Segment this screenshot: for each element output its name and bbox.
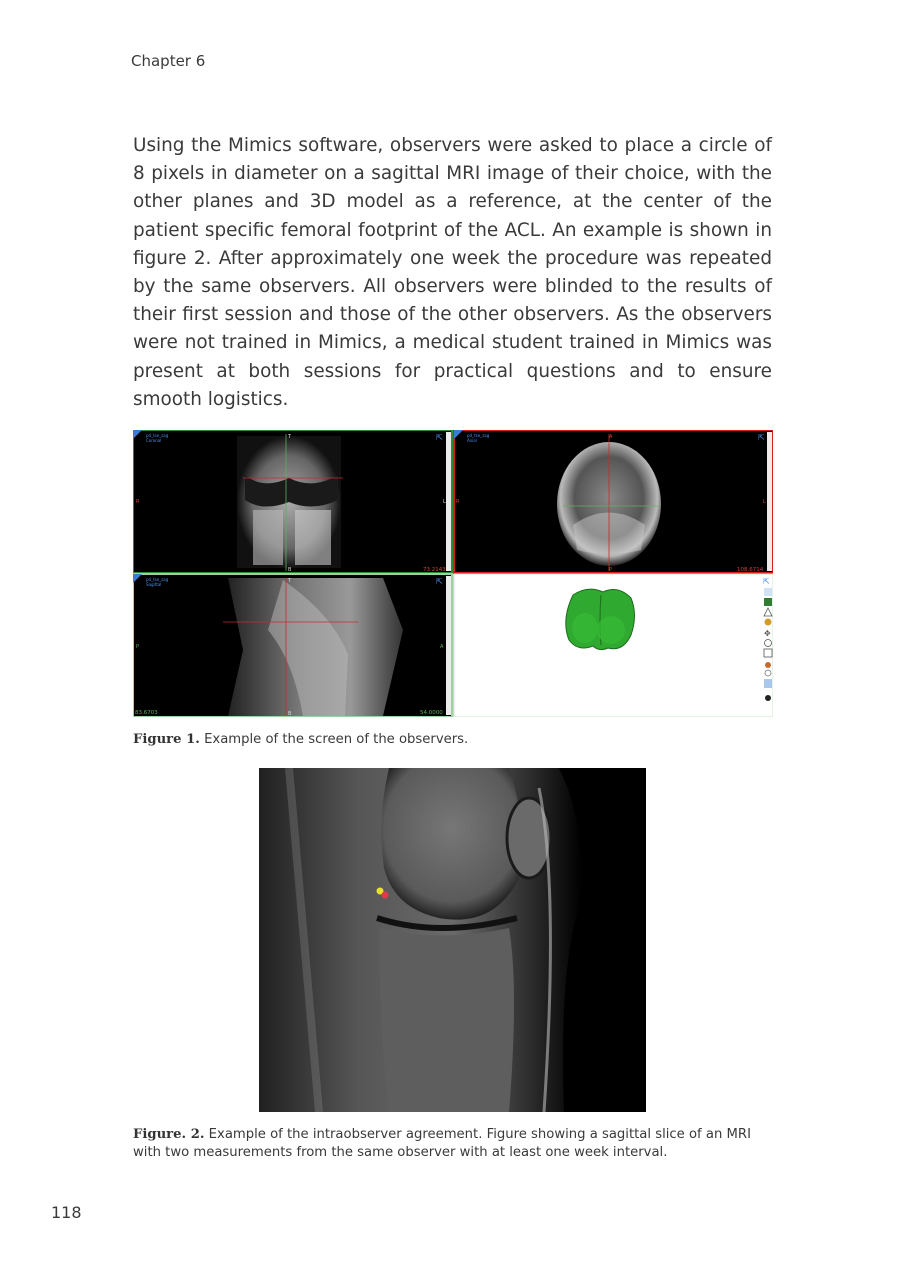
figure-1-caption-text: Example of the screen of the observers. (199, 732, 469, 747)
coronal-slice-value: 73.2143 (423, 567, 446, 573)
figure-1-caption (133, 731, 773, 749)
coronal-view-panel[interactable] (133, 430, 452, 573)
coronal-view-label: Coronal (146, 438, 162, 443)
figure-2-sagittal-mri (259, 768, 646, 1112)
sphere-icon[interactable] (765, 619, 772, 626)
sagittal-value-right: 54.0000 (420, 710, 443, 716)
sagittal-value-left: 83.6703 (135, 710, 158, 716)
axial-slice-value: 108.6714 (737, 567, 764, 573)
sagittal-scrollbar[interactable] (446, 576, 451, 715)
sagittal-bottom-marker: B (288, 711, 292, 717)
axial-bottom-marker: P (609, 567, 613, 573)
body-paragraph: Using the Mimics software, observers were asked to place a circle of 8 pixels in diameter on a sagittal MRI image of their choice, with the other planes and 3D model as a reference, at the center of the patient specific femoral footprint of the ACL. An example is shown in figure 2. After approximately one week the procedure was repeated by the same observers. All observers were blinded to the results of their first session and those of the other observers. As the observers were not trained in Mimics, a medical student trained in Mimics was present at both sessions for practical questions and to ensure smooth logistics. (133, 135, 772, 410)
coronal-left-marker: R (136, 499, 140, 505)
coronal-top-marker: T (288, 434, 292, 440)
sagittal-series-label: pd_tse_sag (146, 577, 169, 582)
rotate-icon[interactable] (764, 588, 772, 596)
chapter-header: Chapter 6 (131, 52, 206, 70)
axial-right-marker: L (763, 499, 766, 505)
page-number: 118 (51, 1203, 82, 1222)
axial-view-panel[interactable] (454, 430, 773, 573)
mask-icon[interactable] (764, 598, 772, 606)
coronal-series-label: pd_tse_sag (146, 433, 169, 438)
sagittal-view-label: Sagittal (146, 582, 162, 587)
contrast-icon[interactable] (765, 695, 771, 701)
sagittal-right-marker: A (440, 644, 444, 650)
sagittal-expand-icon[interactable]: ⇱ (436, 577, 443, 586)
move-icon[interactable]: ✥ (764, 629, 771, 638)
axial-left-marker: R (456, 499, 460, 505)
coronal-scrollbar[interactable] (446, 432, 451, 571)
figure-1-mimics-screen (133, 430, 773, 717)
figure-1-caption-label: Figure 1. (133, 732, 200, 747)
3d-model-panel[interactable] (454, 574, 773, 717)
axial-expand-icon[interactable]: ⇱ (758, 433, 765, 442)
sagittal-view-panel[interactable] (133, 574, 452, 717)
coronal-right-marker: L (443, 499, 446, 505)
3d-expand-icon[interactable]: ⇱ (763, 577, 770, 586)
crosshair-icon[interactable] (764, 679, 772, 688)
measurement-marker-2 (382, 892, 389, 899)
axial-top-marker: A (609, 434, 613, 440)
bone-icon[interactable] (765, 662, 771, 668)
figure-2-caption-text: Example of the intraobserver agreement. Figure showing a sagittal slice of an MRI with two measurements from the same observer with at least one week interval. (133, 1127, 751, 1160)
figure-2-caption (133, 1126, 773, 1162)
coronal-expand-icon[interactable]: ⇱ (436, 433, 443, 442)
sagittal-left-marker: P (136, 644, 140, 650)
3d-femur-model (566, 589, 635, 649)
coronal-bottom-marker: B (288, 567, 292, 573)
axial-scrollbar[interactable] (767, 432, 772, 571)
axial-view-label: Axial (467, 438, 477, 443)
sagittal-top-marker: T (288, 578, 292, 584)
axial-series-label: pd_tse_sag (467, 433, 490, 438)
figure-2-caption-label: Figure. 2. (133, 1127, 205, 1142)
